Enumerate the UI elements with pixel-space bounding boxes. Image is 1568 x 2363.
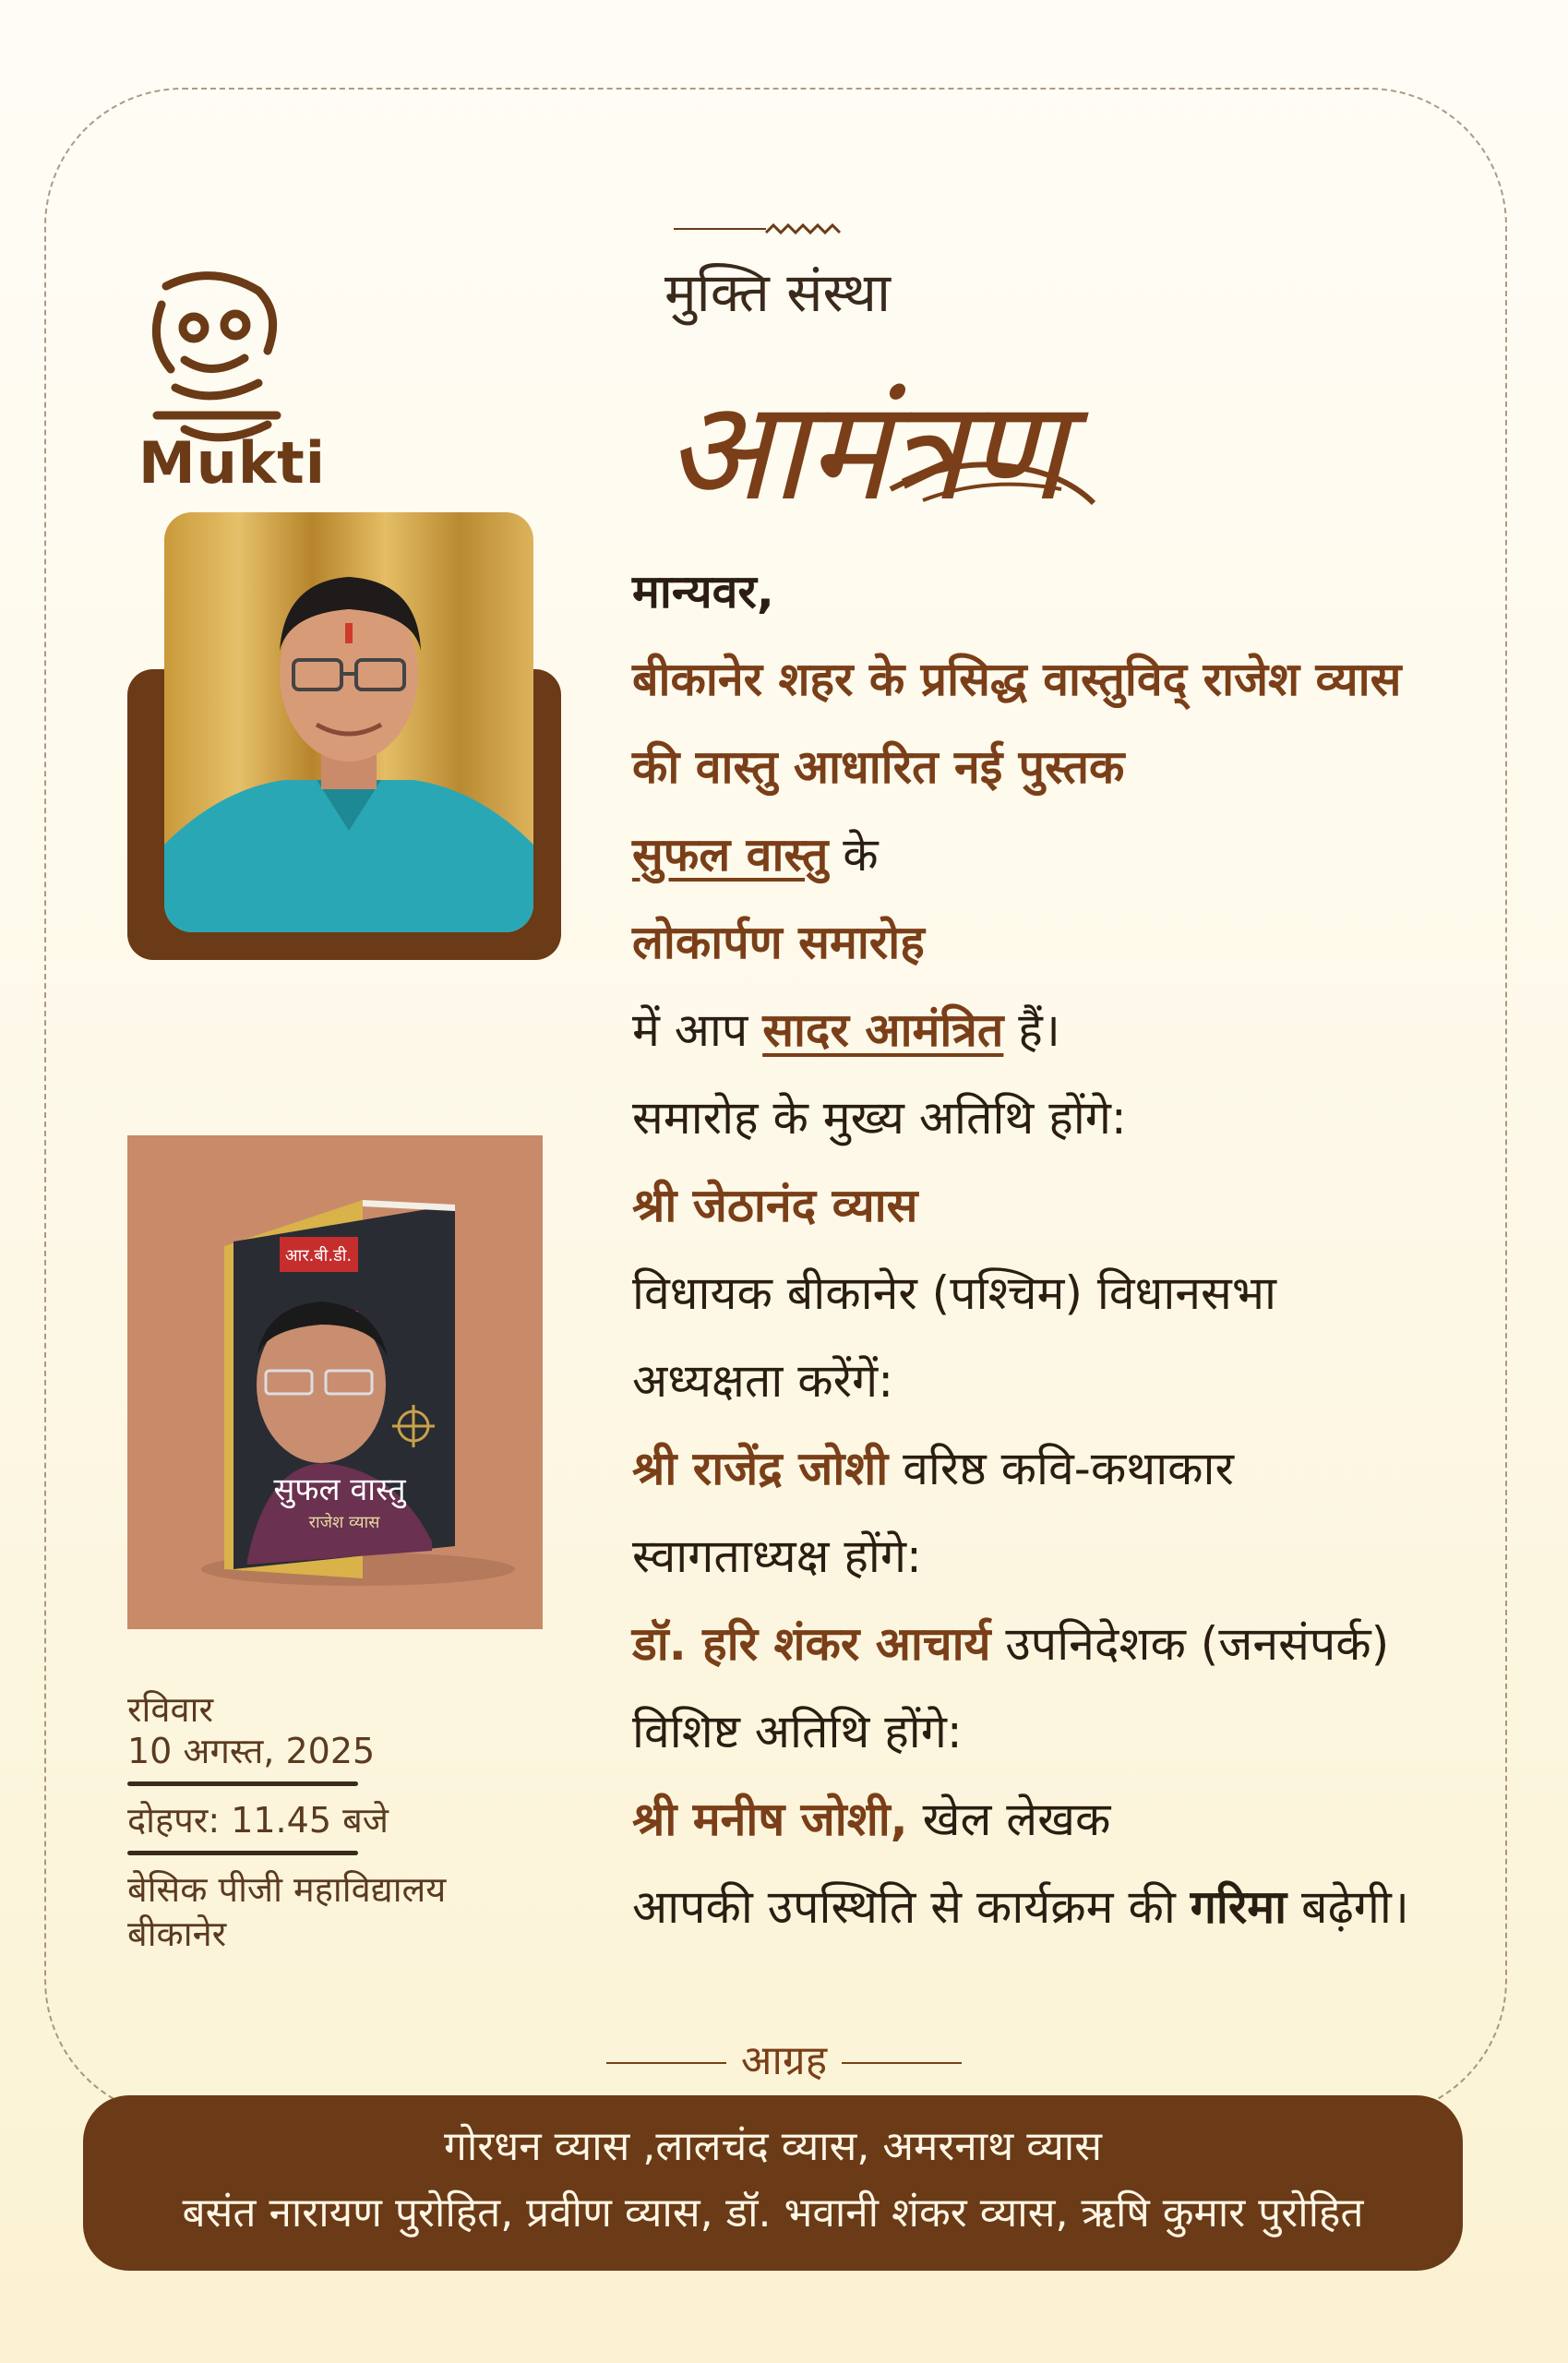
title-flourish xyxy=(886,434,1098,508)
divider xyxy=(842,2062,962,2064)
message-line-6: समारोह के मुख्य अतिथि होंगे: xyxy=(632,1091,1127,1145)
closing-line: आपकी उपस्थिति से कार्यक्रम की गरिमा बढ़ेगी। xyxy=(632,1880,1409,1934)
book-illustration xyxy=(127,1135,543,1629)
organizers-line-2: बसंत नारायण पुरोहित, प्रवीण व्यास, डॉ. भवानी शंकर व्यास, ऋषि कुमार पुरोहित xyxy=(182,2189,1364,2237)
message-line-9: अध्यक्षता करेंगें: xyxy=(632,1354,894,1408)
organizers-line-1: गोरधन व्यास ,लालचंद व्यास, अमरनाथ व्यास xyxy=(444,2123,1102,2170)
message-line-13: विशिष्ट अतिथि होंगे: xyxy=(632,1705,963,1758)
request-heading: आग्रह xyxy=(0,2031,1568,2086)
message-line-2: की वास्तु आधारित नई पुस्तक xyxy=(632,740,1125,794)
organizers-banner xyxy=(83,2095,1463,2271)
book-author: राजेश व्यास xyxy=(308,1513,380,1532)
invitation-title: आमंत्रण xyxy=(664,371,1066,532)
divider xyxy=(127,1851,358,1855)
person-portrait-icon xyxy=(164,512,533,932)
event-time: दोहपर: 11.45 बजे xyxy=(127,1800,389,1841)
book-title: सुफल वास्तु xyxy=(273,1471,406,1508)
book-badge: आर.बी.डी. xyxy=(284,1246,353,1265)
president-line: श्री राजेंद्र जोशी वरिष्ठ कवि-कथाकार xyxy=(632,1442,1234,1495)
book-name: सुफल वास्तु xyxy=(632,828,829,882)
welcome-chair-line: डॉ. हरि शंकर आचार्य उपनिदेशक (जनसंपर्क) xyxy=(632,1617,1390,1671)
chief-guest-title: विधायक बीकानेर (पश्चिम) विधानसभा xyxy=(632,1266,1276,1320)
message-line-11: स्वागताध्यक्ष होंगे: xyxy=(632,1529,922,1583)
message-line-4: लोकार्पण समारोह xyxy=(632,916,925,969)
book-cover-image xyxy=(127,1135,543,1629)
divider xyxy=(606,2062,726,2064)
organization-name: मुक्ति संस्था xyxy=(664,261,891,324)
message-line-1: बीकानेर शहर के प्रसिद्ध वास्तुविद् राजेश व्यास xyxy=(632,653,1402,706)
greeting: मान्यवर, xyxy=(632,565,774,618)
chief-guest-name: श्री जेठानंद व्यास xyxy=(632,1179,918,1232)
special-guest-line: श्री मनीष जोशी, खेल लेखक xyxy=(632,1793,1111,1846)
event-day: रविवार xyxy=(127,1689,214,1730)
message-line-5: में आप सादर आमंत्रित हैं। xyxy=(632,1003,1060,1057)
logo-text: Mukti xyxy=(138,429,326,497)
top-ornament xyxy=(674,222,895,236)
divider xyxy=(127,1781,358,1786)
author-photo xyxy=(164,512,533,932)
event-venue: बेसिक पीजी महाविद्यालय xyxy=(127,1869,447,1910)
event-city: बीकानेर xyxy=(127,1913,227,1954)
event-date: 10 अगस्त, 2025 xyxy=(127,1731,376,1771)
message-line-3: सुफल वास्तु के xyxy=(632,828,879,882)
